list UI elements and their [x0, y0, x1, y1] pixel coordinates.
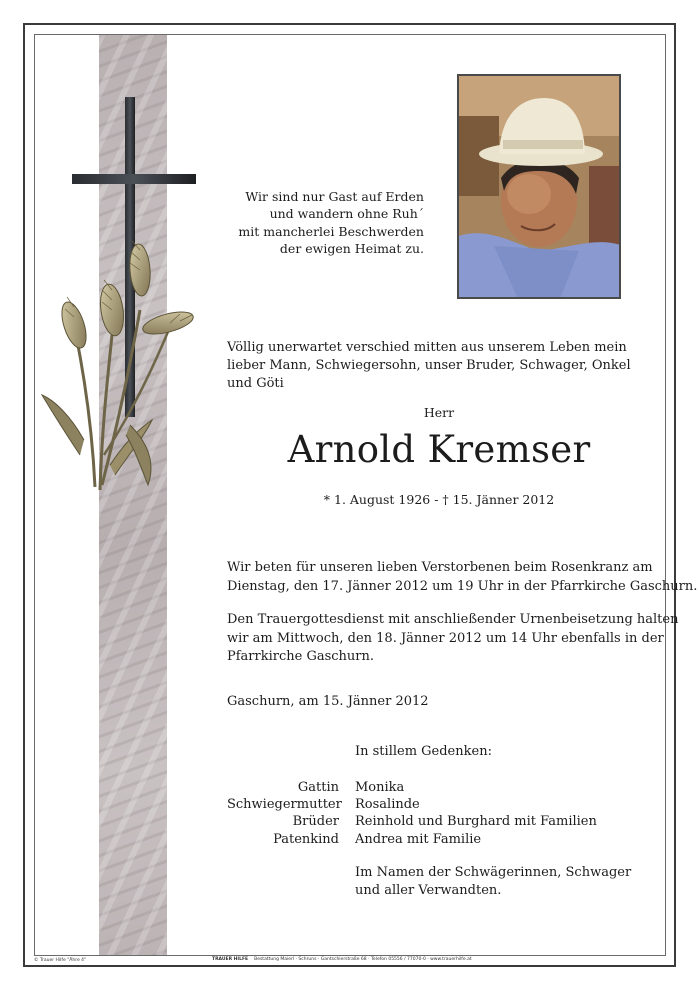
footer-brand: TRAUER HILFE — [212, 957, 249, 962]
poem-line: der ewigen Heimat zu. — [279, 241, 424, 257]
funeral-paragraph — [227, 611, 679, 667]
rosary-line: Dienstag, den 17. Jänner 2012 um 19 Uhr in der Pfarrkirche Gaschurn. — [227, 578, 698, 594]
rosary-paragraph — [227, 559, 698, 596]
rosary-line: Wir beten für unseren lieben Verstorbenen beim Rosenkranz am — [227, 560, 653, 575]
relative-names: Monika — [355, 780, 405, 795]
closing-text — [355, 864, 631, 900]
poem-line: mit mancherlei Beschwerden — [238, 223, 424, 239]
funeral-line: Den Trauergottesdienst mit anschließender Urnenbeisetzung halten — [227, 612, 679, 627]
footer-contact — [212, 957, 472, 962]
relative-names: Andrea mit Familie — [355, 831, 482, 847]
funeral-line: wir am Mittwoch, den 18. Jänner 2012 um 14 Uhr ebenfalls in der — [227, 630, 664, 646]
cross-icon — [40, 95, 210, 495]
relative-names: Reinhold und Burghard mit Familien — [355, 814, 597, 830]
in-memory-heading: In stillem Gedenken: — [355, 744, 492, 759]
footer-address: Bestattung Maierl · Schruns · Gantschierstraße 68 · Telefon 05556 / 77070-0 · www.trauerhilfe.at — [254, 957, 472, 962]
footer-copyright: © Trauer Hilfe "Ähre 4" — [34, 958, 87, 963]
life-dates: * 1. August 1926 - † 15. Jänner 2012 — [323, 492, 555, 507]
poem-line: und wandern ohne Ruh´ — [269, 206, 424, 222]
relative-row — [227, 831, 597, 848]
portrait-photo — [457, 74, 621, 299]
place-date: Gaschurn, am 15. Jänner 2012 — [227, 694, 429, 709]
relative-label: Schwiegermutter — [227, 797, 342, 813]
poem — [238, 188, 424, 258]
relative-row — [227, 779, 597, 796]
relative-label: Patenkind — [273, 831, 339, 847]
closing-line: und aller Verwandten. — [355, 883, 502, 898]
wheat-ears-icon — [42, 241, 195, 490]
relatives-list — [227, 779, 597, 848]
salutation: Herr — [423, 405, 455, 420]
poem-line: Wir sind nur Gast auf Erden — [245, 189, 424, 204]
relative-row — [227, 813, 597, 830]
funeral-line: Pfarrkirche Gaschurn. — [227, 649, 375, 664]
relative-label: Brüder — [292, 814, 339, 830]
closing-line: Im Namen der Schwägerinnen, Schwager — [355, 865, 632, 880]
relative-label: Gattin — [297, 780, 339, 795]
deceased-name: Arnold Kremser — [287, 428, 591, 471]
intro-text: Völlig unerwartet verschied mitten aus unserem Leben mein lieber Mann, Schwiegersohn, unser Bruder, Schwager, Onkel und Göti — [227, 340, 631, 391]
relative-names: Rosalinde — [355, 797, 420, 813]
relative-row — [227, 796, 597, 813]
